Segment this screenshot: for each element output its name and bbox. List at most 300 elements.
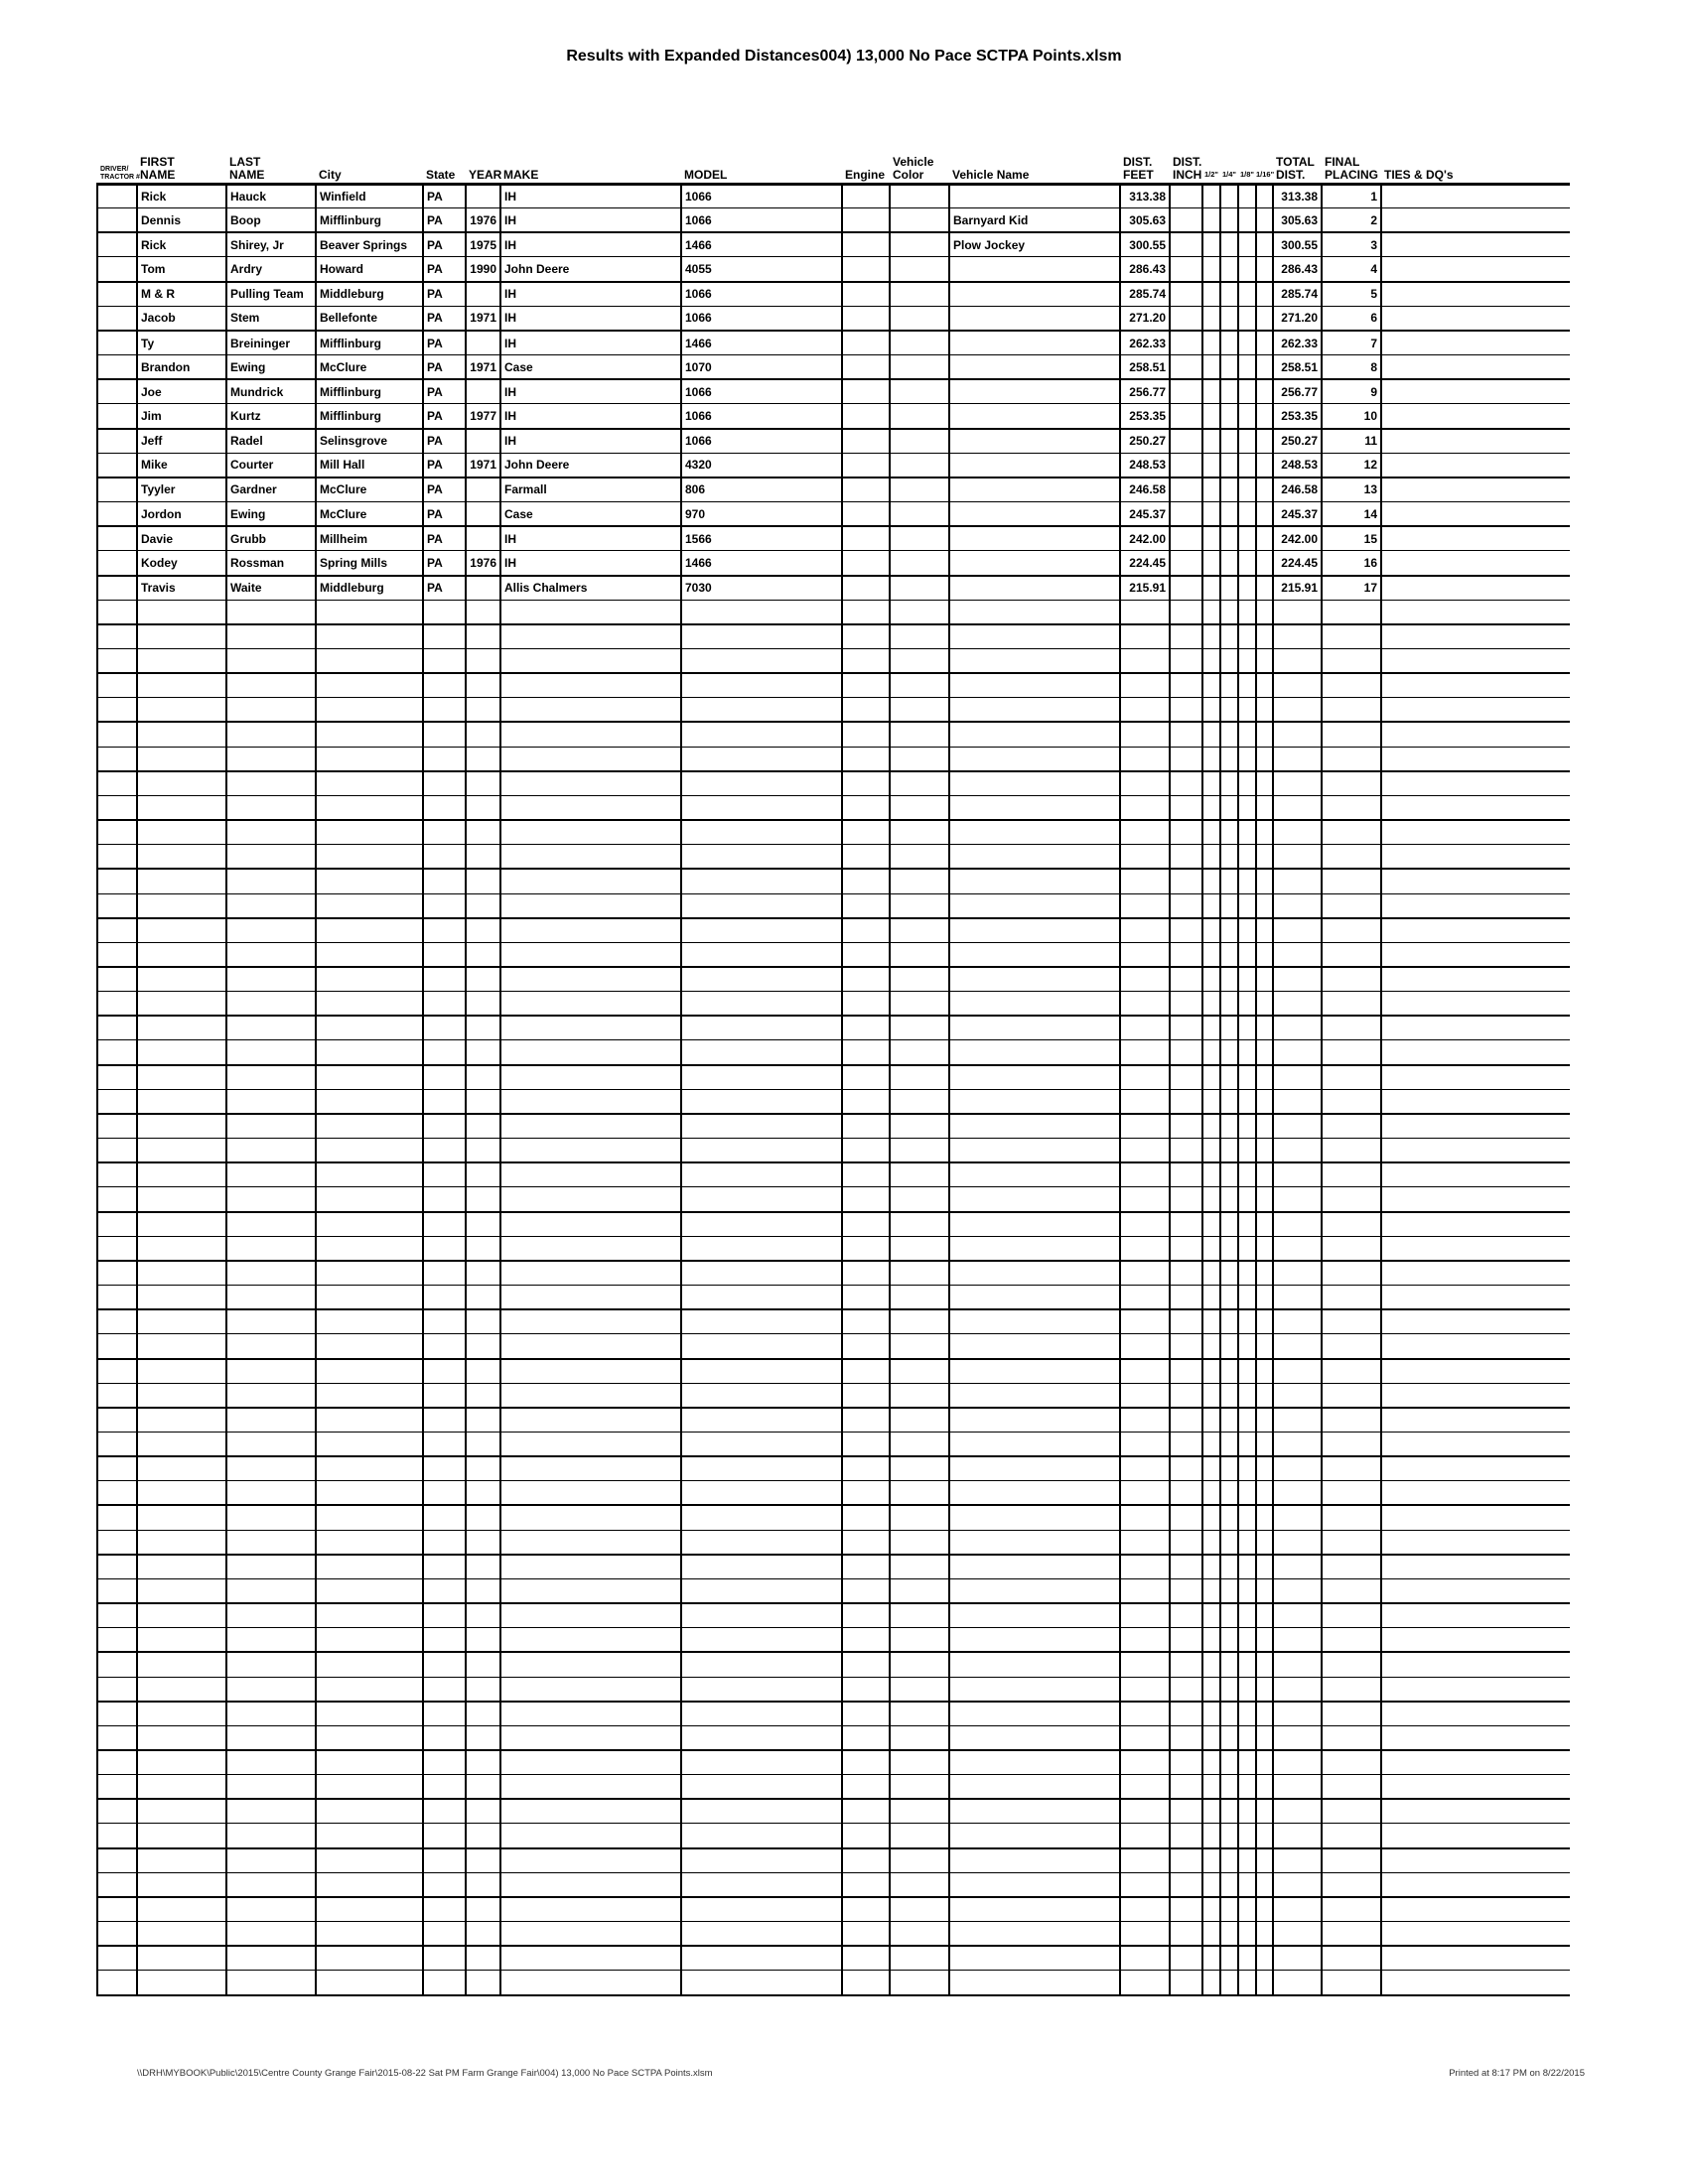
cell-city <box>316 1824 423 1848</box>
cell-vehicle_color <box>890 208 949 233</box>
empty-row <box>97 1359 1570 1384</box>
cell-half_inch <box>1202 1065 1220 1090</box>
cell-total_dist: 224.45 <box>1273 551 1322 576</box>
cell-engine <box>842 1114 890 1139</box>
cell-quarter_inch <box>1220 942 1238 967</box>
cell-ties_dqs <box>1381 1089 1570 1114</box>
cell-final_placing <box>1322 1162 1381 1187</box>
cell-dist_feet <box>1120 1089 1170 1114</box>
cell-vehicle_color <box>890 845 949 870</box>
cell-state <box>423 1408 466 1433</box>
cell-half_inch <box>1202 673 1220 698</box>
cell-last_name <box>226 624 316 649</box>
cell-final_placing <box>1322 1040 1381 1065</box>
cell-half_inch <box>1202 624 1220 649</box>
cell-dist_feet <box>1120 600 1170 624</box>
cell-state <box>423 893 466 918</box>
cell-half_inch <box>1202 845 1220 870</box>
cell-half_inch <box>1202 1799 1220 1824</box>
cell-year <box>466 282 500 307</box>
cell-dist_inch <box>1170 1359 1202 1384</box>
cell-final_placing <box>1322 942 1381 967</box>
cell-state <box>423 1725 466 1750</box>
cell-sixteenth_inch <box>1256 355 1273 380</box>
empty-row <box>97 1725 1570 1750</box>
cell-ties_dqs <box>1381 1848 1570 1873</box>
cell-tractor_num <box>97 232 137 257</box>
cell-first_name <box>137 1897 226 1922</box>
cell-state <box>423 1946 466 1971</box>
cell-last_name <box>226 820 316 845</box>
cell-total_dist <box>1273 1481 1322 1506</box>
cell-engine <box>842 1261 890 1286</box>
cell-city <box>316 1261 423 1286</box>
cell-model: 1066 <box>681 282 842 307</box>
cell-engine <box>842 1432 890 1456</box>
cell-dist_inch <box>1170 1261 1202 1286</box>
cell-model <box>681 1016 842 1040</box>
cell-year <box>466 1162 500 1187</box>
cell-final_placing: 14 <box>1322 502 1381 527</box>
cell-make <box>500 1309 681 1334</box>
cell-half_inch <box>1202 1750 1220 1775</box>
cell-final_placing: 12 <box>1322 453 1381 478</box>
cell-sixteenth_inch <box>1256 526 1273 551</box>
cell-first_name: Joe <box>137 379 226 404</box>
cell-sixteenth_inch <box>1256 1971 1273 1995</box>
cell-vehicle_name <box>949 1702 1120 1726</box>
cell-ties_dqs <box>1381 1725 1570 1750</box>
cell-engine <box>842 576 890 601</box>
cell-sixteenth_inch <box>1256 1578 1273 1603</box>
cell-dist_feet: 246.58 <box>1120 478 1170 502</box>
cell-year <box>466 184 500 208</box>
cell-sixteenth_inch <box>1256 600 1273 624</box>
column-header-year: YEAR <box>469 167 502 182</box>
cell-first_name <box>137 1750 226 1775</box>
cell-last_name <box>226 1139 316 1163</box>
cell-quarter_inch <box>1220 673 1238 698</box>
cell-dist_inch <box>1170 1750 1202 1775</box>
cell-city <box>316 722 423 747</box>
cell-eighth_inch <box>1238 1677 1256 1702</box>
cell-last_name: Hauck <box>226 184 316 208</box>
cell-final_placing <box>1322 1652 1381 1677</box>
cell-make <box>500 1530 681 1555</box>
cell-first_name <box>137 1139 226 1163</box>
cell-tractor_num <box>97 1725 137 1750</box>
cell-model <box>681 1456 842 1481</box>
cell-state: PA <box>423 576 466 601</box>
cell-tractor_num <box>97 1971 137 1995</box>
cell-year <box>466 1848 500 1873</box>
cell-make <box>500 1922 681 1947</box>
cell-vehicle_color <box>890 1261 949 1286</box>
cell-sixteenth_inch <box>1256 1040 1273 1065</box>
cell-sixteenth_inch <box>1256 1408 1273 1433</box>
cell-last_name <box>226 1897 316 1922</box>
cell-total_dist <box>1273 1578 1322 1603</box>
cell-dist_inch <box>1170 502 1202 527</box>
cell-half_inch <box>1202 600 1220 624</box>
column-header-engine: Engine <box>845 167 886 182</box>
cell-total_dist <box>1273 1359 1322 1384</box>
cell-quarter_inch <box>1220 1359 1238 1384</box>
cell-first_name <box>137 1848 226 1873</box>
cell-vehicle_color <box>890 404 949 429</box>
cell-engine <box>842 893 890 918</box>
cell-half_inch <box>1202 1603 1220 1628</box>
cell-sixteenth_inch <box>1256 576 1273 601</box>
cell-sixteenth_inch <box>1256 771 1273 796</box>
cell-total_dist <box>1273 1750 1322 1775</box>
cell-final_placing <box>1322 1261 1381 1286</box>
cell-ties_dqs <box>1381 771 1570 796</box>
cell-eighth_inch <box>1238 1603 1256 1628</box>
cell-quarter_inch <box>1220 648 1238 673</box>
cell-total_dist <box>1273 869 1322 893</box>
cell-last_name <box>226 1212 316 1237</box>
cell-make <box>500 1236 681 1261</box>
cell-make <box>500 698 681 723</box>
cell-model <box>681 1432 842 1456</box>
cell-final_placing <box>1322 1016 1381 1040</box>
cell-dist_inch <box>1170 1530 1202 1555</box>
cell-dist_inch <box>1170 1628 1202 1653</box>
cell-first_name <box>137 673 226 698</box>
cell-vehicle_name <box>949 1628 1120 1653</box>
cell-dist_feet <box>1120 1824 1170 1848</box>
cell-dist_feet: 248.53 <box>1120 453 1170 478</box>
cell-sixteenth_inch <box>1256 942 1273 967</box>
cell-tractor_num <box>97 600 137 624</box>
cell-vehicle_color <box>890 795 949 820</box>
cell-eighth_inch <box>1238 1065 1256 1090</box>
cell-last_name <box>226 845 316 870</box>
cell-ties_dqs <box>1381 1212 1570 1237</box>
cell-make <box>500 1016 681 1040</box>
cell-half_inch <box>1202 1481 1220 1506</box>
cell-eighth_inch <box>1238 1971 1256 1995</box>
cell-final_placing <box>1322 820 1381 845</box>
cell-city <box>316 673 423 698</box>
cell-quarter_inch <box>1220 1922 1238 1947</box>
cell-vehicle_name <box>949 1040 1120 1065</box>
empty-row <box>97 1089 1570 1114</box>
cell-city <box>316 1212 423 1237</box>
cell-vehicle_color <box>890 1309 949 1334</box>
cell-ties_dqs <box>1381 306 1570 331</box>
cell-dist_feet <box>1120 1114 1170 1139</box>
cell-dist_inch <box>1170 648 1202 673</box>
cell-state <box>423 820 466 845</box>
cell-state <box>423 1065 466 1090</box>
cell-vehicle_name <box>949 1212 1120 1237</box>
cell-year <box>466 967 500 992</box>
cell-eighth_inch <box>1238 1897 1256 1922</box>
cell-vehicle_color <box>890 1114 949 1139</box>
cell-year <box>466 1432 500 1456</box>
empty-row <box>97 1652 1570 1677</box>
cell-vehicle_color <box>890 1897 949 1922</box>
cell-sixteenth_inch <box>1256 1016 1273 1040</box>
cell-vehicle_name <box>949 1065 1120 1090</box>
empty-row <box>97 1334 1570 1359</box>
cell-total_dist: 250.27 <box>1273 429 1322 454</box>
cell-dist_feet <box>1120 1848 1170 1873</box>
cell-total_dist <box>1273 1114 1322 1139</box>
cell-sixteenth_inch <box>1256 1065 1273 1090</box>
cell-final_placing <box>1322 1971 1381 1995</box>
cell-dist_feet <box>1120 1897 1170 1922</box>
cell-dist_feet <box>1120 869 1170 893</box>
cell-city <box>316 1040 423 1065</box>
cell-half_inch <box>1202 478 1220 502</box>
cell-dist_inch <box>1170 1309 1202 1334</box>
cell-eighth_inch <box>1238 1750 1256 1775</box>
cell-final_placing <box>1322 1334 1381 1359</box>
cell-dist_inch <box>1170 1603 1202 1628</box>
cell-ties_dqs <box>1381 1065 1570 1090</box>
cell-vehicle_name <box>949 1946 1120 1971</box>
cell-quarter_inch <box>1220 869 1238 893</box>
cell-model <box>681 771 842 796</box>
cell-total_dist <box>1273 1089 1322 1114</box>
cell-model <box>681 1261 842 1286</box>
cell-year <box>466 820 500 845</box>
cell-sixteenth_inch <box>1256 1922 1273 1947</box>
cell-final_placing <box>1322 1555 1381 1579</box>
cell-sixteenth_inch <box>1256 1212 1273 1237</box>
cell-ties_dqs <box>1381 1971 1570 1995</box>
cell-half_inch <box>1202 502 1220 527</box>
cell-city <box>316 771 423 796</box>
cell-vehicle_name <box>949 1971 1120 1995</box>
cell-dist_inch <box>1170 1824 1202 1848</box>
cell-model <box>681 1677 842 1702</box>
cell-city <box>316 1481 423 1506</box>
cell-dist_feet <box>1120 1309 1170 1334</box>
cell-final_placing <box>1322 869 1381 893</box>
cell-vehicle_color <box>890 1799 949 1824</box>
empty-row <box>97 1799 1570 1824</box>
cell-year <box>466 600 500 624</box>
cell-ties_dqs <box>1381 1824 1570 1848</box>
cell-vehicle_color <box>890 1824 949 1848</box>
cell-dist_inch <box>1170 698 1202 723</box>
cell-sixteenth_inch <box>1256 1261 1273 1286</box>
cell-eighth_inch <box>1238 1162 1256 1187</box>
cell-tractor_num <box>97 1040 137 1065</box>
cell-dist_feet: 300.55 <box>1120 232 1170 257</box>
cell-eighth_inch <box>1238 208 1256 233</box>
cell-tractor_num <box>97 1359 137 1384</box>
cell-make <box>500 1456 681 1481</box>
cell-sixteenth_inch <box>1256 918 1273 943</box>
cell-vehicle_name <box>949 795 1120 820</box>
cell-vehicle_name <box>949 1578 1120 1603</box>
cell-last_name <box>226 1236 316 1261</box>
cell-year <box>466 795 500 820</box>
cell-state <box>423 771 466 796</box>
cell-state <box>423 1383 466 1408</box>
cell-year: 1971 <box>466 306 500 331</box>
cell-vehicle_name <box>949 502 1120 527</box>
cell-sixteenth_inch <box>1256 429 1273 454</box>
cell-tractor_num <box>97 893 137 918</box>
cell-vehicle_color <box>890 355 949 380</box>
cell-tractor_num <box>97 673 137 698</box>
empty-row <box>97 673 1570 698</box>
cell-dist_inch <box>1170 1897 1202 1922</box>
cell-ties_dqs <box>1381 942 1570 967</box>
cell-year <box>466 1555 500 1579</box>
cell-final_placing: 9 <box>1322 379 1381 404</box>
cell-make <box>500 795 681 820</box>
cell-vehicle_color <box>890 551 949 576</box>
cell-engine <box>842 1555 890 1579</box>
cell-dist_inch <box>1170 1286 1202 1310</box>
cell-city <box>316 918 423 943</box>
cell-total_dist: 248.53 <box>1273 453 1322 478</box>
cell-half_inch <box>1202 1162 1220 1187</box>
cell-year <box>466 1824 500 1848</box>
cell-eighth_inch <box>1238 257 1256 282</box>
cell-first_name <box>137 1016 226 1040</box>
cell-year <box>466 698 500 723</box>
cell-state <box>423 1016 466 1040</box>
cell-quarter_inch <box>1220 306 1238 331</box>
cell-final_placing: 3 <box>1322 232 1381 257</box>
cell-ties_dqs <box>1381 747 1570 771</box>
cell-ties_dqs <box>1381 1334 1570 1359</box>
cell-final_placing <box>1322 1114 1381 1139</box>
empty-row <box>97 1114 1570 1139</box>
cell-ties_dqs <box>1381 184 1570 208</box>
cell-quarter_inch <box>1220 1824 1238 1848</box>
cell-model <box>681 1481 842 1506</box>
cell-final_placing <box>1322 1946 1381 1971</box>
cell-make: IH <box>500 208 681 233</box>
cell-tractor_num <box>97 526 137 551</box>
cell-last_name <box>226 1261 316 1286</box>
cell-dist_inch <box>1170 1922 1202 1947</box>
cell-vehicle_name <box>949 478 1120 502</box>
cell-eighth_inch <box>1238 1114 1256 1139</box>
cell-city: McClure <box>316 502 423 527</box>
cell-vehicle_color <box>890 1848 949 1873</box>
cell-model <box>681 722 842 747</box>
cell-dist_inch <box>1170 1872 1202 1897</box>
cell-dist_inch <box>1170 379 1202 404</box>
cell-quarter_inch <box>1220 1040 1238 1065</box>
cell-half_inch <box>1202 184 1220 208</box>
cell-dist_feet <box>1120 1530 1170 1555</box>
cell-model <box>681 1922 842 1947</box>
cell-final_placing: 5 <box>1322 282 1381 307</box>
cell-vehicle_name <box>949 722 1120 747</box>
cell-dist_inch <box>1170 893 1202 918</box>
cell-tractor_num <box>97 379 137 404</box>
cell-eighth_inch <box>1238 306 1256 331</box>
cell-dist_feet <box>1120 1212 1170 1237</box>
cell-city <box>316 1408 423 1433</box>
cell-sixteenth_inch <box>1256 502 1273 527</box>
cell-first_name <box>137 869 226 893</box>
cell-eighth_inch <box>1238 1702 1256 1726</box>
cell-final_placing <box>1322 1309 1381 1334</box>
cell-sixteenth_inch <box>1256 306 1273 331</box>
cell-total_dist <box>1273 992 1322 1017</box>
cell-total_dist <box>1273 1040 1322 1065</box>
cell-sixteenth_inch <box>1256 1309 1273 1334</box>
cell-total_dist <box>1273 1530 1322 1555</box>
cell-half_inch <box>1202 1114 1220 1139</box>
cell-first_name: Mike <box>137 453 226 478</box>
cell-vehicle_name <box>949 893 1120 918</box>
cell-state: PA <box>423 453 466 478</box>
cell-total_dist: 271.20 <box>1273 306 1322 331</box>
cell-state: PA <box>423 208 466 233</box>
cell-tractor_num <box>97 967 137 992</box>
cell-vehicle_color <box>890 1016 949 1040</box>
cell-eighth_inch <box>1238 1432 1256 1456</box>
cell-engine <box>842 232 890 257</box>
empty-row <box>97 967 1570 992</box>
cell-half_inch <box>1202 918 1220 943</box>
cell-last_name <box>226 1334 316 1359</box>
cell-last_name <box>226 1750 316 1775</box>
cell-vehicle_color <box>890 1481 949 1506</box>
cell-tractor_num <box>97 1555 137 1579</box>
cell-year <box>466 942 500 967</box>
cell-dist_feet <box>1120 1922 1170 1947</box>
cell-year <box>466 331 500 355</box>
cell-first_name <box>137 1383 226 1408</box>
cell-city: Mill Hall <box>316 453 423 478</box>
cell-half_inch <box>1202 1677 1220 1702</box>
cell-ties_dqs <box>1381 1359 1570 1384</box>
empty-row <box>97 1236 1570 1261</box>
cell-make <box>500 1775 681 1800</box>
cell-year <box>466 1383 500 1408</box>
cell-dist_feet <box>1120 1603 1170 1628</box>
cell-state <box>423 1702 466 1726</box>
cell-ties_dqs <box>1381 1628 1570 1653</box>
cell-last_name <box>226 1702 316 1726</box>
cell-state <box>423 1040 466 1065</box>
cell-sixteenth_inch <box>1256 673 1273 698</box>
cell-dist_inch <box>1170 845 1202 870</box>
cell-model: 7030 <box>681 576 842 601</box>
cell-state <box>423 1848 466 1873</box>
cell-sixteenth_inch <box>1256 992 1273 1017</box>
cell-eighth_inch <box>1238 820 1256 845</box>
cell-vehicle_color <box>890 942 949 967</box>
cell-half_inch <box>1202 1089 1220 1114</box>
cell-eighth_inch <box>1238 1016 1256 1040</box>
cell-year <box>466 1481 500 1506</box>
cell-dist_feet <box>1120 1677 1170 1702</box>
cell-state <box>423 1897 466 1922</box>
cell-eighth_inch <box>1238 1212 1256 1237</box>
cell-city <box>316 869 423 893</box>
cell-city <box>316 1775 423 1800</box>
cell-model <box>681 1065 842 1090</box>
cell-last_name: Ewing <box>226 355 316 380</box>
cell-eighth_inch <box>1238 1309 1256 1334</box>
cell-first_name: Ty <box>137 331 226 355</box>
